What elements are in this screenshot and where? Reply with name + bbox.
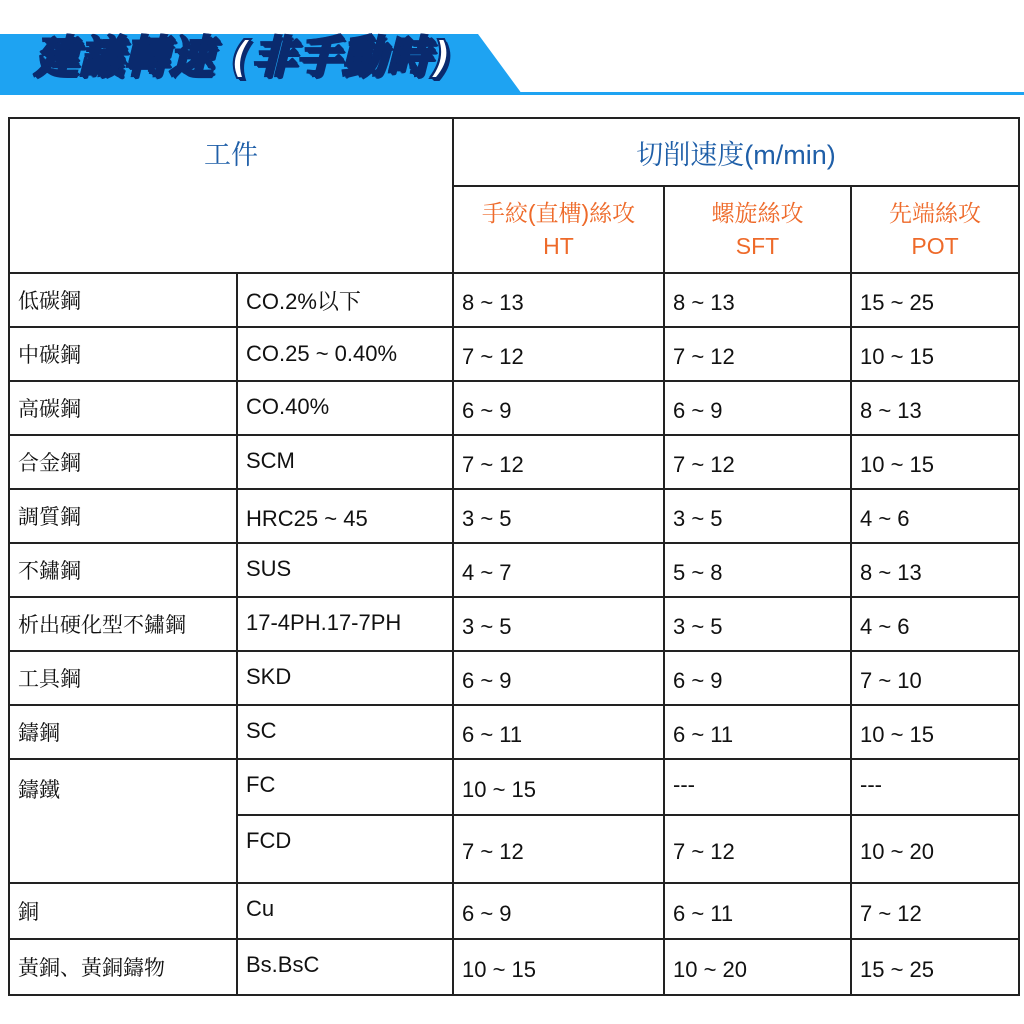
material-cell: 黃銅、黃銅鑄物 (9, 939, 237, 995)
sft-header (664, 186, 851, 273)
table-row (9, 651, 1019, 705)
ht-value: 7 ~ 12 (453, 815, 664, 883)
table-row (9, 543, 1019, 597)
code-cell: FCD (237, 815, 453, 883)
code-cell: SCM (237, 435, 453, 489)
cutting-speed-header: 切削速度(m/min) (453, 118, 1019, 186)
title-underline (0, 92, 1024, 95)
pot-value: 10 ~ 15 (851, 435, 1019, 489)
sft-value: 7 ~ 12 (664, 815, 851, 883)
table-row (9, 759, 1019, 815)
code-cell: HRC25 ~ 45 (237, 489, 453, 543)
material-cell: 銅 (9, 883, 237, 939)
table-row (9, 883, 1019, 939)
ht-value: 7 ~ 12 (453, 327, 664, 381)
ht-value: 3 ~ 5 (453, 597, 664, 651)
material-cell: 工具鋼 (9, 651, 237, 705)
ht-value: 6 ~ 11 (453, 705, 664, 759)
material-cell: 低碳鋼 (9, 273, 237, 327)
table-row (9, 435, 1019, 489)
material-cell: 不鏽鋼 (9, 543, 237, 597)
pot-value: 15 ~ 25 (851, 273, 1019, 327)
ht-value: 7 ~ 12 (453, 435, 664, 489)
pot-value: --- (851, 759, 1019, 815)
ht-value: 10 ~ 15 (453, 939, 664, 995)
ht-value: 10 ~ 15 (453, 759, 664, 815)
pot-value: 7 ~ 10 (851, 651, 1019, 705)
code-cell: Cu (237, 883, 453, 939)
code-cell: FC (237, 759, 453, 815)
code-cell: CO.2%以下 (237, 273, 453, 327)
ht-value: 6 ~ 9 (453, 651, 664, 705)
pot-value: 8 ~ 13 (851, 543, 1019, 597)
pot-value: 10 ~ 15 (851, 705, 1019, 759)
header-row-top (9, 118, 1019, 186)
code-cell: SUS (237, 543, 453, 597)
table-row (9, 381, 1019, 435)
sft-name: 螺旋絲攻 (711, 199, 804, 226)
code-cell: CO.40% (237, 381, 453, 435)
table-row (9, 705, 1019, 759)
pot-name: 先端絲攻 (889, 199, 982, 226)
table-row (9, 939, 1019, 995)
code-cell: SKD (237, 651, 453, 705)
pot-value: 10 ~ 20 (851, 815, 1019, 883)
sft-value: --- (664, 759, 851, 815)
sft-value: 6 ~ 11 (664, 705, 851, 759)
code-cell: CO.25 ~ 0.40% (237, 327, 453, 381)
cutting-speed-table (8, 117, 1020, 996)
ht-value: 8 ~ 13 (453, 273, 664, 327)
sft-value: 6 ~ 11 (664, 883, 851, 939)
pot-value: 4 ~ 6 (851, 489, 1019, 543)
pot-value: 7 ~ 12 (851, 883, 1019, 939)
sft-value: 10 ~ 20 (664, 939, 851, 995)
ht-value: 6 ~ 9 (453, 883, 664, 939)
material-cell: 析出硬化型不鏽鋼 (9, 597, 237, 651)
sft-value: 3 ~ 5 (664, 597, 851, 651)
sft-code: SFT (735, 232, 780, 259)
sft-value: 6 ~ 9 (664, 651, 851, 705)
table-row (9, 273, 1019, 327)
table-row (9, 489, 1019, 543)
material-cell: 調質鋼 (9, 489, 237, 543)
ht-value: 4 ~ 7 (453, 543, 664, 597)
table-row (9, 597, 1019, 651)
code-cell: 17-4PH.17-7PH (237, 597, 453, 651)
pot-value: 4 ~ 6 (851, 597, 1019, 651)
ht-value: 3 ~ 5 (453, 489, 664, 543)
sft-value: 6 ~ 9 (664, 381, 851, 435)
page-title: 建議轉速 (非手動時) (34, 32, 453, 83)
workpiece-header: 工件 (9, 118, 453, 273)
ht-value: 6 ~ 9 (453, 381, 664, 435)
sft-value: 7 ~ 12 (664, 435, 851, 489)
sft-value: 8 ~ 13 (664, 273, 851, 327)
material-cell: 高碳鋼 (9, 381, 237, 435)
material-cell: 合金鋼 (9, 435, 237, 489)
ht-name: 手絞(直槽)絲攻 (481, 199, 636, 226)
ht-code: HT (543, 232, 574, 259)
material-cell: 鑄鋼 (9, 705, 237, 759)
code-cell: Bs.BsC (237, 939, 453, 995)
pot-code: POT (911, 232, 959, 259)
sft-value: 5 ~ 8 (664, 543, 851, 597)
pot-value: 15 ~ 25 (851, 939, 1019, 995)
sft-value: 3 ~ 5 (664, 489, 851, 543)
code-cell: SC (237, 705, 453, 759)
sft-value: 7 ~ 12 (664, 327, 851, 381)
pot-value: 8 ~ 13 (851, 381, 1019, 435)
pot-value: 10 ~ 15 (851, 327, 1019, 381)
material-cell: 鑄鐵 (9, 759, 237, 883)
material-cell: 中碳鋼 (9, 327, 237, 381)
table-row (9, 327, 1019, 381)
ht-header (453, 186, 664, 273)
pot-header (851, 186, 1019, 273)
